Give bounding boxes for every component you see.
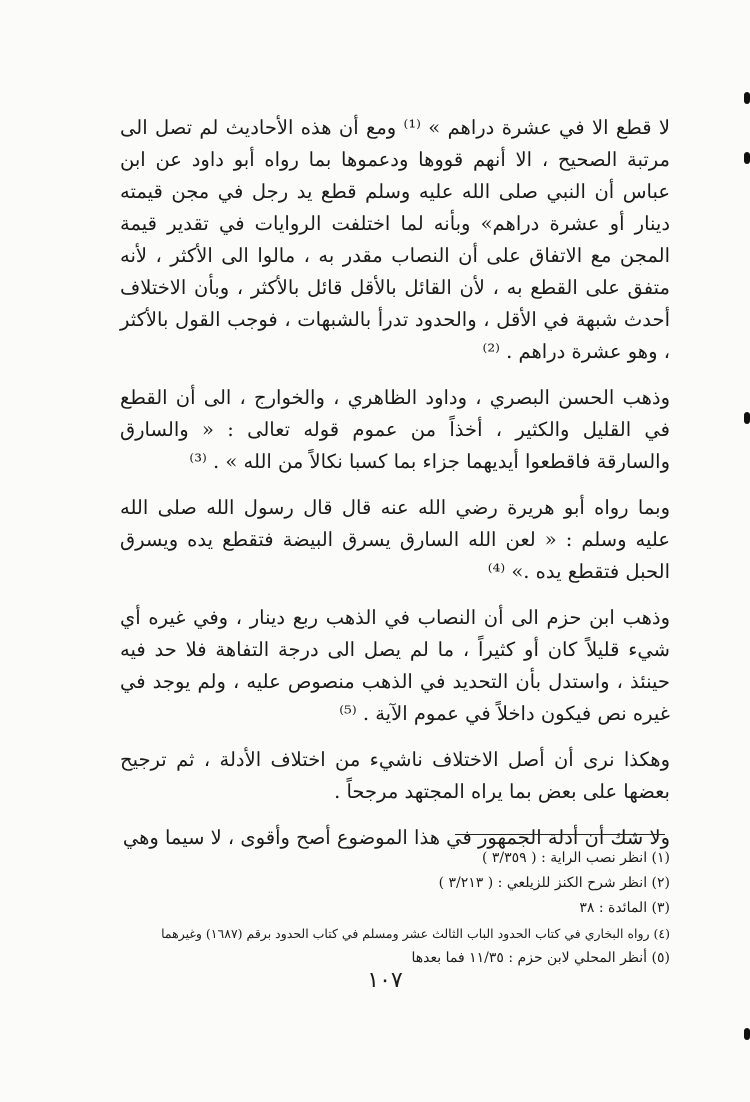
edge-mark bbox=[744, 1028, 750, 1040]
footnote-2: (٢) انظر شرح الكنز للزيلعي : ( ٣/٢١٣ ) bbox=[438, 875, 670, 891]
paragraph-5: وهكذا نرى أن أصل الاختلاف ناشيء من اختلاف الأدلة ، ثم ترجيح بعضها على بعض بما يراه المجتهد مرجحاً . bbox=[120, 748, 670, 803]
edge-mark bbox=[744, 92, 750, 104]
footnote-1: (١) انظر نصب الراية : ( ٣/٣٥٩ ) bbox=[481, 850, 670, 866]
page-number: ١٠٧ bbox=[367, 968, 403, 993]
paragraph-3: وبما رواه أبو هريرة رضي الله عنه قال قال رسول الله صلى الله عليه وسلم : « لعن الله السارق يسرق البيضة فتقطع يده ويسرق الحبل فتقطع يده .» ⁽⁴⁾ bbox=[120, 496, 670, 583]
paragraph-2: وذهب الحسن البصري ، وداود الظاهري ، والخوارج ، الى أن القطع في القليل والكثير ، أخذاً من عموم قوله تعالى : « والسارق والسارقة فاقطعوا أيديهما جزاء بما كسبا نكالاً من الله » . ⁽³⁾ bbox=[120, 386, 670, 473]
footnote-separator bbox=[455, 834, 665, 835]
footnote-5: (٥) أنظر المحلي لابن حزم : ١١/٣٥ فما بعدها bbox=[411, 950, 670, 966]
main-text bbox=[120, 112, 670, 868]
footnote-4: (٤) رواه البخاري في كتاب الحدود الباب الثالث عشر ومسلم في كتاب الحدود برقم (١٦٨٧) وغيرهما bbox=[161, 926, 670, 941]
edge-mark bbox=[744, 412, 750, 424]
paragraph-4: وذهب ابن حزم الى أن النصاب في الذهب ربع دينار ، وفي غيره أي شيء قليلاً كان أو كثيراً ، ما لم يصل الى درجة التفاهة فلا حد فيه حينئذ ، واستدل بأن التحديد في الذهب منصوص عليه ، ولم يوجد في غيره نص فيكون داخلاً في عموم الآية . ⁽⁵⁾ bbox=[120, 606, 670, 725]
edge-mark bbox=[744, 152, 750, 164]
footnote-3: (٣) المائدة : ٣٨ bbox=[579, 900, 670, 916]
paragraph-1: لا قطع الا في عشرة دراهم » ⁽¹⁾ ومع أن هذه الأحاديث لم تصل الى مرتبة الصحيح ، الا أنهم قووها ودعموها بما رواه أبو داود عن ابن عباس أن النبي صلى الله عليه وسلم قطع يد رجل في مجن قيمته دينار أو عشرة دراهم» وبأنه لما اختلفت الروايات في تقدير قيمة المجن مع الاتفاق على أن النصاب مقدر به ، مالوا الى الأكثر ، لأنه متفق على القطع به ، لأن القائل بالأقل قائل بالأكثر ، وبأن الاختلاف أحدث شبهة في الأقل ، والحدود تدرأ بالشبهات ، فوجب القول بالأكثر ، وهو عشرة دراهم . ⁽²⁾ bbox=[120, 116, 671, 363]
paragraph-6: ولا شك أن أدلة الجمهور في هذا الموضوع أصح وأقوى ، لا سيما وهي bbox=[122, 826, 670, 849]
footnotes bbox=[130, 846, 670, 971]
